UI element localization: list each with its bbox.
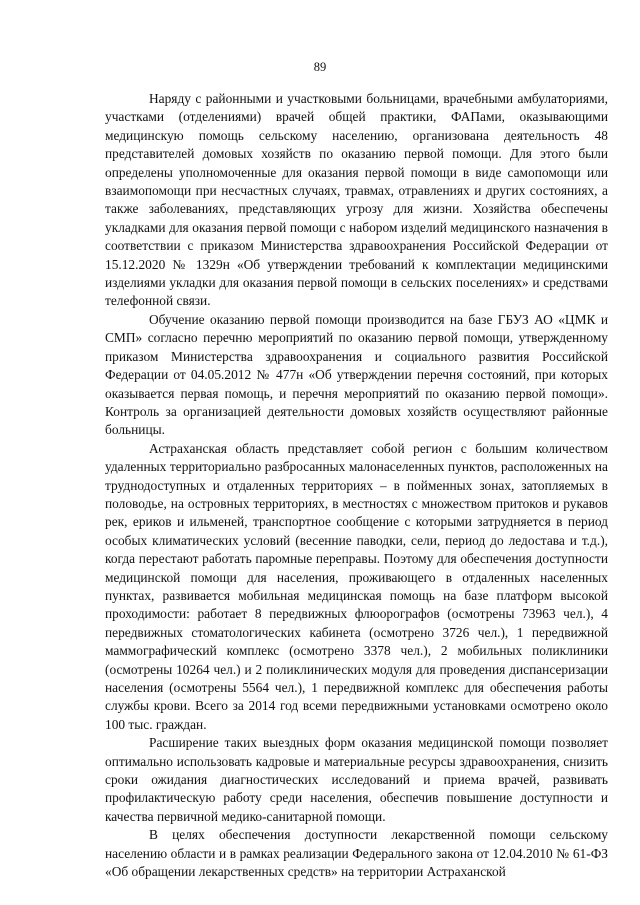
paragraph-4: Расширение таких выездных форм оказания медицинской помощи позволяет оптимально использовать кадровые и материальные ресурсы здравоохранения, снизить сроки ожидания диагностических исследований и приема врачей, развивать профилактическую работу среди населения, обеспечив повышение доступности и качества первичной медико-санитарной помощи. [105,735,608,824]
paragraph-1: Наряду с районными и участковыми больницами, врачебными амбулаториями, участками (отделениями) врачей общей практики, ФАПами, оказывающими медицинскую помощь сельскому населению, организована деятельность 48 представителей домовых хозяйств по оказанию первой помощи. Для этого были определены уполномоченные для оказания первой помощи в виде самопомощи или взаимопомощи при несчастных случаях, травмах, отравлениях и других состояниях, а также заболеваниях, представляющих угрозу для жизни. Хозяйства обеспечены укладками для оказания первой помощи с набором изделий медицинского назначения в соответствии с приказом Министерства здравоохранения Российской Федерации от 15.12.2020 № 1329н «Об утверждении требований к комплектации медицинскими изделиями укладки для оказания первой помощи в сельских поселениях» и средствами телефонной связи. [105,91,608,309]
paragraph-2: Обучение оказанию первой помощи производится на базе ГБУЗ АО «ЦМК и СМП» согласно перечню мероприятий по оказанию первой помощи, утвержденному приказом Министерства здравоохранения и социального развития Российской Федерации от 04.05.2012 № 477н «Об утверждении перечня состояний, при которых оказывается первая помощь, и перечня мероприятий по оказанию первой помощи». Контроль за организацией деятельности домовых хозяйств осуществляют районные больницы. [105,311,608,438]
body-text [105,90,608,881]
paragraph-3: Астраханская область представляет собой регион с большим количеством удаленных территориально разбросанных малонаселенных пунктов, расположенных на труднодоступных и отдаленных территориях – в пойменных зонах, затопляемых в половодье, на островных территориях, в местностях с множеством притоков и рукавов рек, ериков и ильменей, транспортное сообщение с которыми затрудняется в период особых климатических условий (весенние паводки, сели, период до ледостава и т.д.), когда перестают работать паромные переправы. Поэтому для обеспечения доступности медицинской помощи для населения, проживающего в отдаленных населенных пунктах, развивается мобильная медицинская помощь на базе платформ высокой проходимости: работает 8 передвижных флюорографов (осмотрены 73963 чел.), 4 передвижных стоматологических кабинета (осмотрено 3726 чел.), 1 передвижной маммографический комплекс (осмотрено 3378 чел.), 2 мобильных поликлиники (осмотрены 10264 чел.) и 2 поликлинических модуля для проведения диспансеризации населения (осмотрены 5564 чел.), 1 передвижной комплекс для обеспечения работы службы крови. Всего за 2014 год всеми передвижными установками осмотрено около 100 тыс. граждан. [105,440,608,732]
page-number: 89 [313,60,327,74]
paragraph-5: В целях обеспечения доступности лекарственной помощи сельскому населению области и в рамках реализации Федерального закона от 12.04.2010 № 61-ФЗ «Об обращении лекарственных средств» на территории Астраханской [105,827,608,880]
